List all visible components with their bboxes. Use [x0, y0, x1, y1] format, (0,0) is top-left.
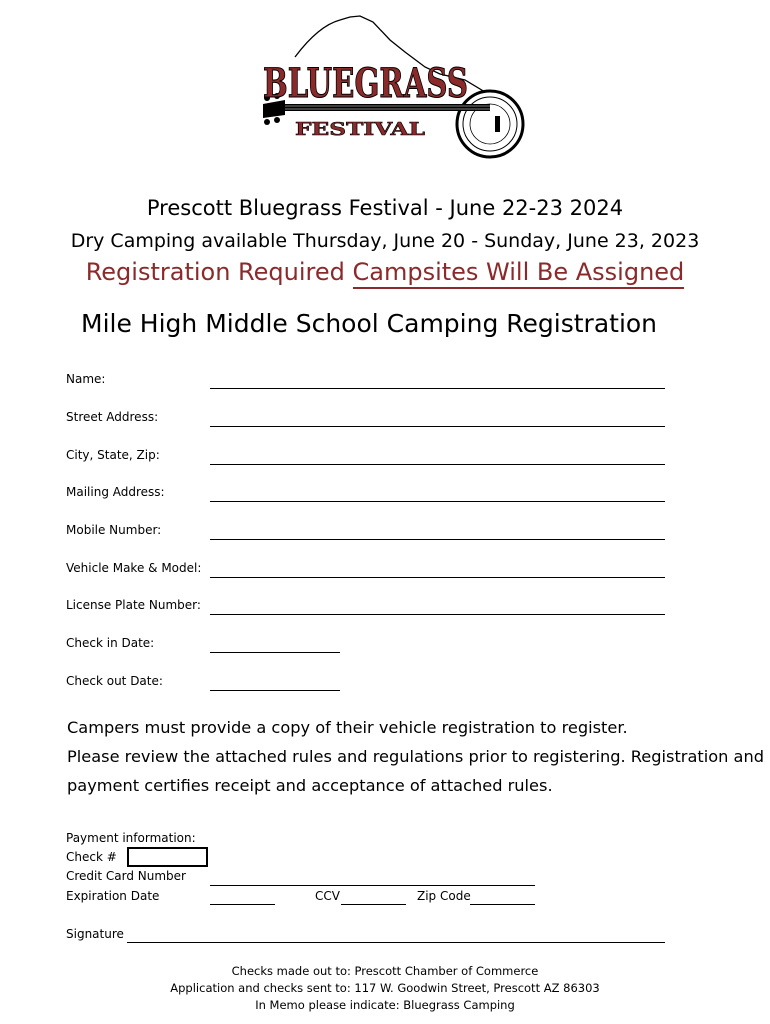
logo-word-festival: FESTIVAL — [295, 119, 426, 140]
check-out-label: Check out Date: — [66, 674, 163, 688]
registration-notice-part2: Campsites Will Be Assigned — [353, 258, 685, 289]
ccv-label: CCV — [315, 889, 340, 903]
registration-notice-part1: Registration Required — [85, 258, 353, 286]
mobile-number-field[interactable] — [210, 539, 665, 540]
city-state-zip-label: City, State, Zip: — [66, 448, 160, 462]
credit-card-field[interactable] — [210, 885, 535, 886]
instructions-line2: Please review the attached rules and regulations prior to registering. Registration and — [67, 747, 764, 766]
registration-notice — [0, 258, 770, 286]
license-plate-label: License Plate Number: — [66, 598, 201, 612]
page-title: Prescott Bluegrass Festival - June 22-23 2024 — [146, 196, 624, 220]
footer-memo: In Memo please indicate: Bluegrass Camping — [255, 998, 515, 1012]
footer-address: Application and checks sent to: 117 W. Goodwin Street, Prescott AZ 86303 — [170, 981, 600, 995]
street-address-label: Street Address: — [66, 410, 159, 424]
logo-word-bluegrass: BLUEGRASS — [263, 60, 468, 107]
footer — [0, 963, 770, 1014]
zip-code-label: Zip Code — [417, 889, 471, 903]
bluegrass-festival-logo — [255, 12, 525, 167]
zip-code-field[interactable] — [470, 904, 535, 905]
vehicle-label: Vehicle Make & Model: — [66, 561, 202, 575]
ccv-field[interactable] — [341, 904, 406, 905]
check-in-label: Check in Date: — [66, 636, 155, 650]
credit-card-label: Credit Card Number — [66, 869, 186, 883]
check-in-field[interactable] — [210, 652, 340, 653]
expiration-label: Expiration Date — [66, 889, 160, 903]
license-plate-field[interactable] — [210, 614, 665, 615]
name-field[interactable] — [210, 388, 665, 389]
instructions — [67, 713, 767, 800]
instructions-line1: Campers must provide a copy of their vehicle registration to register. — [67, 718, 628, 737]
payment-heading: Payment information: — [66, 831, 196, 845]
mailing-address-label: Mailing Address: — [66, 485, 165, 499]
signature-field[interactable] — [127, 942, 665, 943]
mobile-number-label: Mobile Number: — [66, 523, 162, 537]
check-number-label: Check # — [66, 850, 117, 864]
city-state-zip-field[interactable] — [210, 464, 665, 465]
page-subtitle: Dry Camping available Thursday, June 20 - Sunday, June 23, 2023 — [70, 230, 700, 252]
name-label: Name: — [66, 372, 106, 386]
expiration-field[interactable] — [210, 904, 275, 905]
check-out-field[interactable] — [210, 690, 340, 691]
vehicle-field[interactable] — [210, 577, 665, 578]
check-number-box[interactable] — [127, 847, 208, 867]
footer-payee: Checks made out to: Prescott Chamber of Commerce — [231, 964, 539, 978]
street-address-field[interactable] — [210, 426, 665, 427]
form-title: Mile High Middle School Camping Registration — [81, 309, 658, 338]
signature-label: Signature — [66, 927, 124, 941]
instructions-line3: payment certifies receipt and acceptance of attached rules. — [67, 776, 553, 795]
mailing-address-field[interactable] — [210, 501, 665, 502]
